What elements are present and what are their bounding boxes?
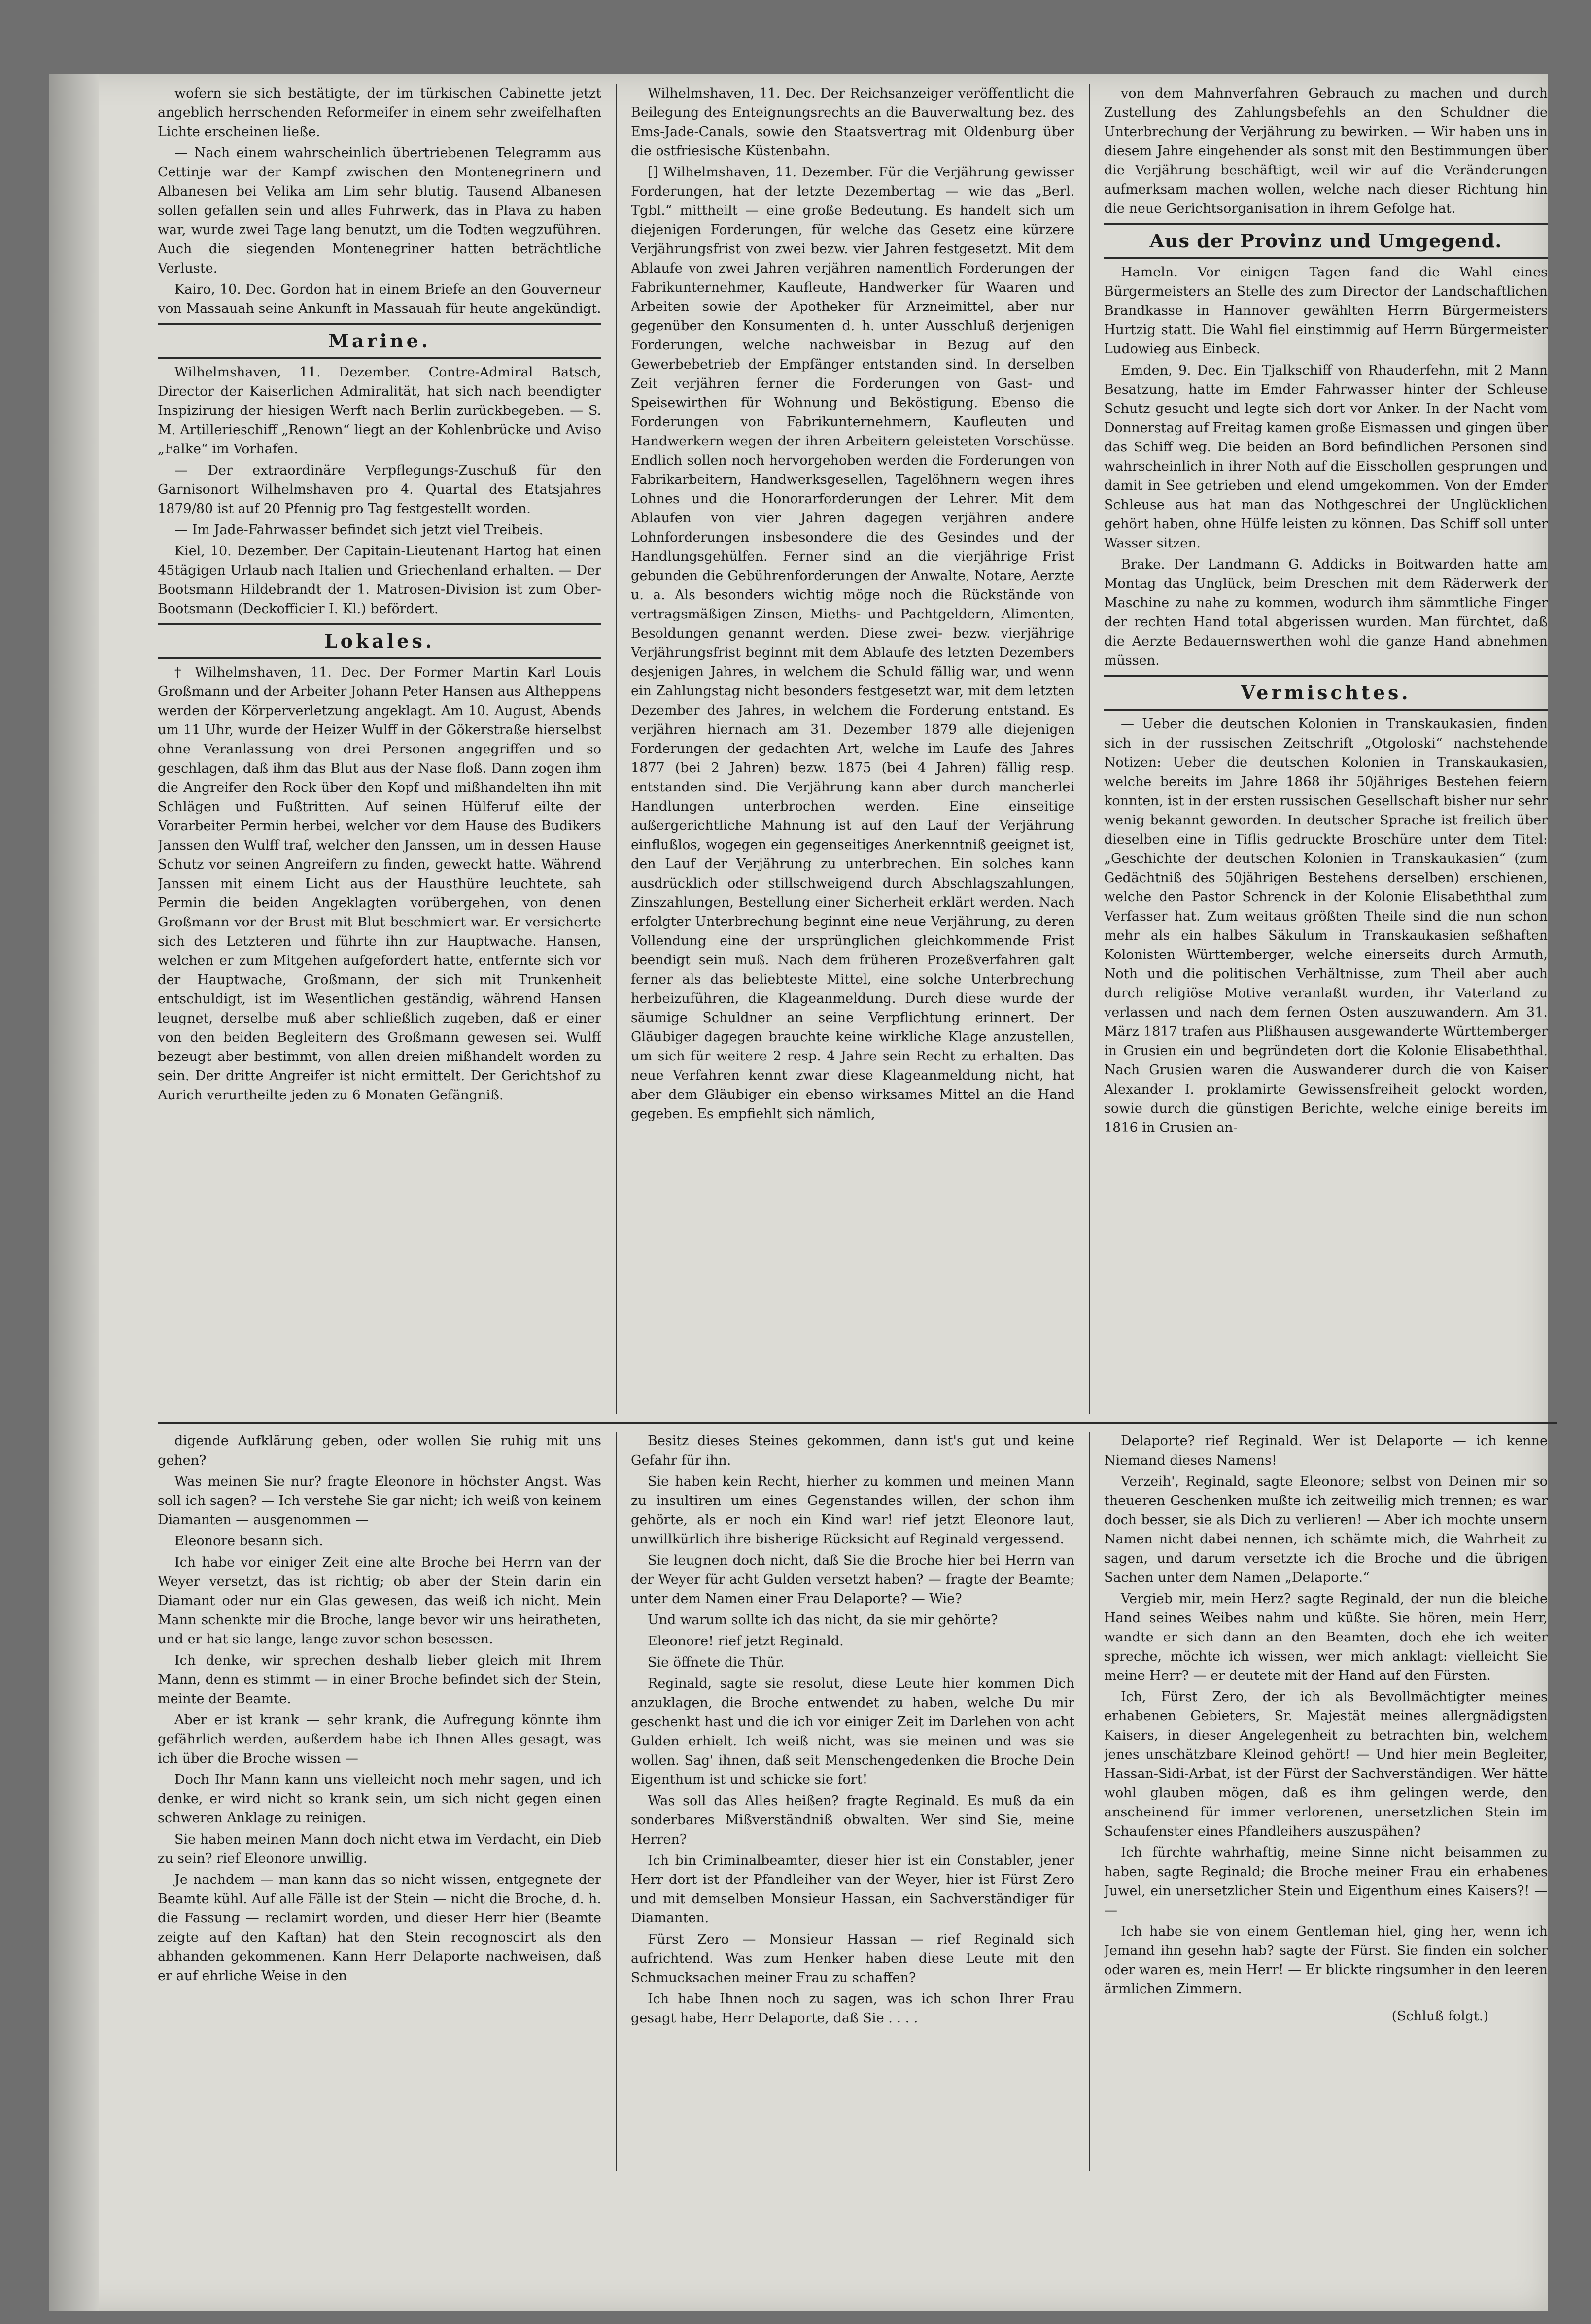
article-paragraph: Wilhelmshaven, 11. Dec. Der Reichsanzeiger veröffentlicht die Beilegung des Enteignungsrechts an die Bauverwaltung bez. des Ems-Jade-Canals, sowie den Staatsvertrag mit Oldenburg über die ostfriesische Küstenbahn.: [631, 86, 1074, 159]
article-paragraph: Kiel, 10. Dezember. Der Capitain-Lieutenant Hartog hat einen 45tägigen Urlaub nach Italien und Griechenland erhalten. — Der Bootsmann Hildebrandt der 1. Matrosen-Division ist zum Ober-Bootsmann (Deckofficier I. Kl.) befördert.: [158, 544, 601, 616]
feuilleton-column-1: [158, 1432, 601, 2171]
article-paragraph: Brake. Der Landmann G. Addicks in Boitwarden hatte am Montag das Unglück, beim Dreschen mit dem Räderwerk der Maschine zu nahe zu kommen, wodurch ihm sämmtliche Finger der rechten Hand total abgerissen wurden. Man fürchtet, daß die Aerzte Bedauernswerthen wohl die ganze Hand abnehmen müssen.: [1104, 557, 1548, 668]
article-paragraph: Emden, 9. Dec. Ein Tjalkschiff von Rhauderfehn, mit 2 Mann Besatzung, hatte im Emder Fahrwasser hinter der Schleuse Schutz gesucht und legte sich dort vor Anker. In der Nacht vom Donnerstag auf Freitag kamen große Eismassen und gingen über das Schiff weg. Die beiden an Bord befindlichen Personen sind wahrscheinlich in ihrer Noth auf die Eisschollen gesprungen und damit in See getrieben und elend umgekommen. Von der Emder Schleuse aus hat man das Nothgeschrei der Unglücklichen gehört haben, ohne Hülfe leisten zu können. Das Schiff soll unter Wasser sitzen.: [1104, 363, 1548, 551]
story-paragraph: Ich bin Criminalbeamter, dieser hier ist ein Constabler, jener Herr dort ist der Pfandleiher van der Weyer, hier ist Fürst Zero und mit demselben Monsieur Hassan, ein Sachverständiger für Diamanten.: [631, 1853, 1074, 1926]
section-heading-lokales: Lokales.: [158, 623, 601, 659]
article-paragraph: — Der extraordinäre Verpflegungs-Zuschuß für den Garnisonort Wilhelmshaven pro 4. Quartal des Etatsjahres 1879/80 ist auf 20 Pfennig pro Tag festgestellt worden.: [158, 463, 601, 516]
article-paragraph: Hameln. Vor einigen Tagen fand die Wahl eines Bürgermeisters an Stelle des zum Director der Landschaftlichen Brandkasse in Hannover gewählten Herrn Bürgermeisters Hurtzig statt. Die Wahl fiel einstimmig auf Herrn Bürgermeister Ludowieg aus Einbeck.: [1104, 265, 1548, 357]
story-paragraph: Sie öffnete die Thür.: [648, 1655, 785, 1670]
news-column-3: [1104, 84, 1548, 1414]
article-paragraph: — Ueber die deutschen Kolonien in Transkaukasien, finden sich in der russischen Zeitschrift „Otgoloski“ nachstehende Notizen: Ueber die deutschen Kolonien in Transkaukasien, welche bereits im Jahre 1868 ihr 50jähriges Bestehen feiern konnten, ist in der ersten russischen Gesellschaft bisher nur sehr wenig bekannt geworden. In deutscher Sprache ist freilich über dieselben eine in Tiflis gedruckte Broschüre unter dem Titel: „Geschichte der deutschen Kolonien in Transkaukasien“ (zum Gedächtniß des 50jährigen Bestehens derselben) erschienen, welche den Pastor Schrenck in der Kolonie Elisabeththal zum Verfasser hat. Zum weitaus größten Theile sind die nun schon mehr als ein halbes Säkulum in Transkaukasien seßhaften Kolonisten Württemberger, welche einerseits durch Armuth, Noth und die politischen Verhältnisse, zum Theil aber auch durch religiöse Motive veranlaßt wurden, ihr Vaterland zu verlassen und nach dem fernen Osten auszuwandern. Am 31. März 1817 trafen aus Plißhausen ausgewanderte Württemberger in Grusien ein und begründeten dort die Kolonie Elisabeththal. Nach Grusien waren die Auswanderer durch die von Kaiser Alexander I. proklamirte Gewissensfreiheit gelockt worden, sowie durch die günstigen Berichte, welche einige bereits im 1816 in Grusien an-: [1104, 717, 1548, 1135]
section-heading-provinz: Aus der Provinz und Umgegend.: [1104, 223, 1548, 259]
story-paragraph: Sie leugnen doch nicht, daß Sie die Broche hier bei Herrn van der Weyer für acht Gulden versetzt haben? — fragte der Beamte; unter dem Namen einer Frau Delaporte? — Wie?: [631, 1553, 1074, 1606]
column-rule: [1089, 1432, 1090, 2171]
news-column-2: [631, 84, 1074, 1414]
story-paragraph: Reginald, sagte sie resolut, diese Leute hier kommen Dich anzuklagen, die Broche entwendet zu haben, welche Du mir geschenkt hast und die ich vor einiger Zeit im Darlehen von acht Gulden erhielt. Ich weiß nicht, was sie meinen und was sie wollen. Sag' ihnen, daß seit Menschengedenken die Broche Dein Eigenthum ist und schicke sie fort!: [631, 1676, 1074, 1787]
article-paragraph: von dem Mahnverfahren Gebrauch zu machen und durch Zustellung des Zahlungsbefehls an den Schuldner die Unterbrechung der Verjährung zu bewirken. — Wir haben uns in diesem Jahre eingehender als sonst mit den Bestimmungen über die Verjährung beschäftigt, weil wir auf die Veränderungen aufmerksam machen wollen, welche nach dieser Richtung hin die neue Gerichtsorganisation in ihrem Gefolge hat.: [1104, 86, 1548, 216]
feuilleton-column-2: [631, 1432, 1074, 2171]
column-rule: [1089, 84, 1090, 1414]
story-paragraph: Ich fürchte wahrhaftig, meine Sinne nicht beisammen zu haben, sagte Reginald; die Broche meiner Frau ein erhabenes Juwel, ein unersetzlicher Stein und Eigenthum eines Kaisers?! — —: [1104, 1845, 1548, 1918]
story-paragraph: Sie haben meinen Mann doch nicht etwa im Verdacht, ein Dieb zu sein? rief Eleonore unwillig.: [158, 1832, 601, 1866]
story-paragraph: Ich habe sie von einem Gentleman hiel, ging her, wenn ich Jemand ihn gesehn hab? sagte der Fürst. Sie finden ein solcher oder waren es, mein Herr! — Er blickte ringsumher in den leeren ärmlichen Zimmern.: [1104, 1924, 1548, 1997]
article-paragraph: — Nach einem wahrscheinlich übertriebenen Telegramm aus Cettinje war der Kampf zwischen den Montenegrinern und Albanesen bei Velika am Lim sehr blutig. Tausend Albanesen sollen gefallen sein und alles Fuhrwerk, das in Plava zu haben war, wurde zwei Tage lang benutzt, um die Todten wegzuführen. Auch die siegenden Montenegriner hatten beträchtliche Verluste.: [158, 145, 601, 276]
story-paragraph: Eleonore! rief jetzt Reginald.: [648, 1634, 844, 1649]
story-paragraph: Und warum sollte ich das nicht, da sie mir gehörte?: [648, 1612, 998, 1628]
article-paragraph: Wilhelmshaven, 11. Dezember. Contre-Admiral Batsch, Director der Kaiserlichen Admiralität, hat sich nach beendigter Inspizirung der hiesigen Werft nach Berlin zurückbegeben. — S. M. Artillerieschiff „Renown“ liegt an der Kohlenbrücke und Aviso „Falke“ im Vorhafen.: [158, 365, 601, 457]
story-paragraph: Verzeih', Reginald, sagte Eleonore; selbst von Deinen mir so theueren Geschenken mußte ich zeitweilig mich trennen; es war doch besser, sie als Dich zu verlieren! — Aber ich mochte unsern Namen nicht dabei nennen, ich schämte mich, die Wahrheit zu sagen, und darum versetzte ich die Broche und die übrigen Sachen unter dem Namen „Delaporte.“: [1104, 1474, 1548, 1585]
story-paragraph: Eleonore besann sich.: [174, 1534, 323, 1549]
article-paragraph: [] Wilhelmshaven, 11. Dezember. Für die Verjährung gewisser Forderungen, hat der letzte Dezembertag — wie das „Berl. Tgbl.“ mittheilt — eine große Bedeutung. Es handelt sich um diejenigen Forderungen, für welche das Gesetz eine kürzere Verjährungsfrist von zwei bezw. vier Jahren festgesetzt. Mit dem Ablaufe von zwei Jahren verjähren namentlich Forderungen der Fabrikunternehmer, Kaufleute, Handwerker für Waaren und Arbeiten sowie der Apotheker für Arzneimittel, aber nur gegenüber den Konsumenten d. h. unter Ausschluß derjenigen Forderungen, welche nachweisbar in Bezug auf den Gewerbebetrieb der Empfänger entstanden sind. In derselben Zeit verjähren ferner die Forderungen von Gast- und Speisewirthen für Wohnung und Beköstigung. Ebenso die Forderungen von Fabrikunternehmern, Kaufleuten und Handwerkern wegen der ihren Arbeitern geleisteten Vorschüsse. Endlich sollen noch hervorgehoben werden die Forderungen von Fabrikarbeitern, Handwerksgesellen, Tagelöhnern wegen ihres Lohnes und die Honorarforderungen der Lehrer. Mit dem Ablaufen von vier Jahren dagegen verjähren andere Lohnforderungen insbesondere die des Gesindes und der Handlungsgehülfen. Ferner sind an die vierjährige Frist gebunden die Gebührenforderungen der Anwalte, Notare, Aerzte u. a. Als besonders wichtig möge noch die Rückstände von vertragsmäßigen Zinsen, Mieths- und Pachtgeldern, Alimenten, Besoldungen genannt werden. Diese zwei- bezw. vierjährige Verjährungsfrist beginnt mit dem Ablaufe des letzten Dezembers desjenigen Jahres, in welchem die Schuld fällig war, und wenn ein Zahlungstag nicht besonders festgesetzt war, mit dem letzten Dezember des Jahres, in welchem die Forderung entstand. Es verjähren hiernach am 31. Dezember 1879 alle diejenigen Forderungen der gedachten Art, welche im Laufe des Jahres 1877 (bei 2 Jahren) bezw. 1875 (bei 4 Jahren) fällig resp. entstanden sind. Die Verjährung kann aber durch mancherlei Handlungen unterbrochen werden. Eine einseitige außergerichtliche Mahnung ist auf den Lauf der Verjährung einflußlos, wogegen ein gegenseitiges Anerkenntniß geeignet ist, den Lauf der Verjährung zu unterbrechen. Ein solches kann ausdrücklich oder stillschweigend durch Abschlagszahlungen, Zinszahlungen, Bestellung einer Sicherheit erklärt werden. Nach erfolgter Unterbrechung beginnt eine neue Verjährung, zu deren Vollendung eine der ursprünglichen gleichkommende Frist beendigt sein muß. Nach dem früheren Prozeßverfahren galt ferner als das beliebteste Mittel, eine solche Unterbrechung herbeizuführen, die Klageanmeldung. Durch diese wurde der säumige Schuldner an seine Verpflichtung erinnert. Der Gläubiger dagegen brauchte keine wirkliche Klage anzustellen, um sich für weitere 2 resp. 4 Jahre sein Recht zu erhalten. Das neue Verfahren kennt zwar diese Klageanmeldung nicht, hat aber dem Gläubiger ein ebenso wirksames Mittel an die Hand gegeben. Es empfiehlt sich nämlich,: [631, 165, 1074, 1122]
story-paragraph: Besitz dieses Steines gekommen, dann ist's gut und keine Gefahr für ihn.: [631, 1434, 1074, 1468]
story-paragraph: Ich denke, wir sprechen deshalb lieber gleich mit Ihrem Mann, denn es stimmt — in einer Broche befindet sich der Stein, meinte der Beamte.: [158, 1653, 601, 1707]
column-rule: [616, 84, 617, 1414]
article-paragraph: — Im Jade-Fahrwasser befindet sich jetzt viel Treibeis.: [174, 522, 544, 538]
section-heading-vermischtes: Vermischtes.: [1104, 675, 1548, 711]
page-binding-edge: [49, 74, 99, 2311]
story-paragraph: Vergieb mir, mein Herz? sagte Reginald, der nun die bleiche Hand seines Weibes nahm und küßte. Sie hören, mein Herr, wandte er sich dann an den Beamten, doch ehe ich weiter spreche, möchte ich wissen, wer mich anklagt: vielleicht Sie meine Herr? — er deutete mit der Hand auf den Fürsten.: [1104, 1591, 1548, 1683]
top-news-section: [158, 84, 1557, 1414]
column-rule: [616, 1432, 617, 2171]
story-paragraph: Was soll das Alles heißen? fragte Reginald. Es muß da ein sonderbares Mißverständniß obwalten. Wer sind Sie, meine Herren?: [631, 1793, 1074, 1847]
story-paragraph: Sie haben kein Recht, hierher zu kommen und meinen Mann zu insultiren um eines Gegenstandes willen, der schon ihm gehörte, als er noch ein Kind war! rief jetzt Eleonore laut, unwillkürlich ihre bisherige Rücksicht auf Reginald vergessend.: [631, 1474, 1074, 1547]
continuation-note: (Schluß folgt.): [1391, 2009, 1488, 2024]
story-paragraph: digende Aufklärung geben, oder wollen Sie ruhig mit uns gehen?: [158, 1434, 601, 1468]
article-paragraph: Kairo, 10. Dec. Gordon hat in einem Briefe an den Gouverneur von Massauah seine Ankunft in Massauah für heute angekündigt.: [158, 282, 601, 316]
feuilleton-section: [158, 1432, 1557, 2171]
feuilleton-column-3: [1104, 1432, 1548, 2171]
feuilleton-divider: [158, 1422, 1557, 1424]
story-paragraph: Doch Ihr Mann kann uns vielleicht noch mehr sagen, und ich denke, er wird nicht so krank sein, um sich nicht gegen einen schweren Anklage zu reinigen.: [158, 1772, 601, 1826]
story-paragraph: Aber er ist krank — sehr krank, die Aufregung könnte ihm gefährlich werden, außerdem habe ich Ihnen Alles gesagt, was ich über die Broche wissen —: [158, 1712, 601, 1766]
story-paragraph: Je nachdem — man kann das so nicht wissen, entgegnete der Beamte kühl. Auf alle Fälle ist der Stein — nicht die Broche, d. h. die Fassung — reclamirt worden, und dieser Herr hier (Beamte zeigte auf den Kaftan) hat den Stein recognoscirt als den abhanden gekommenen. Kann Herr Delaporte nachweisen, daß er auf ehrliche Weise in den: [158, 1872, 601, 1983]
article-paragraph: wofern sie sich bestätigte, der im türkischen Cabinette jetzt angeblich herrschenden Reformeifer in einem sehr zweifelhaften Lichte erscheinen ließe.: [158, 86, 601, 139]
story-paragraph: Fürst Zero — Monsieur Hassan — rief Reginald sich aufrichtend. Was zum Henker haben diese Leute mit den Schmucksachen meiner Frau zu schaffen?: [631, 1932, 1074, 1985]
story-paragraph: Ich habe vor einiger Zeit eine alte Broche bei Herrn van der Weyer versetzt, das ist richtig; ob aber der Stein darin ein Diamant oder nur ein Glas gewesen, das weiß ich nicht. Mein Mann schenkte mir die Broche, lange bevor wir uns heiratheten, und er hat sie lange, lange zuvor schon besessen.: [158, 1555, 601, 1647]
story-paragraph: Ich habe Ihnen noch zu sagen, was ich schon Ihrer Frau gesagt habe, Herr Delaporte, daß Sie . . . .: [631, 1991, 1074, 2026]
story-paragraph: Was meinen Sie nur? fragte Eleonore in höchster Angst. Was soll ich sagen? — Ich verstehe Sie gar nicht; ich weiß von keinem Diamanten — ausgenommen —: [158, 1474, 601, 1528]
article-paragraph: † Wilhelmshaven, 11. Dec. Der Former Martin Karl Louis Großmann und der Arbeiter Johann Peter Hansen aus Altheppens werden der Körperverletzung angeklagt. Am 10. August, Abends um 11 Uhr, wurde der Heizer Wulff in der Gökerstraße hierselbst ohne Veranlassung von drei Personen angegriffen und so geschlagen, daß ihm das Blut aus der Nase floß. Dann zogen ihm die Angreifer den Rock über den Kopf und mißhandelten ihn mit Schlägen und Fußtritten. Auf seinen Hülferuf eilte der Vorarbeiter Permin herbei, welcher vor dem Hause des Budikers Janssen den Wulff traf, welcher den Janssen, um in dessen Hause Schutz vor seinen Angreifern zu finden, geweckt hatte. Während Janssen mit einem Licht aus der Hausthüre leuchtete, sah Permin die beiden Angeklagten vorübergehen, von denen Großmann vor der Brust mit Blut beschmiert war. Er versicherte sich des Letzteren und führte ihn zur Hauptwache. Hansen, welchen er zum Mitgehen aufgefordert hatte, entfernte sich vor der Hauptwache, Großmann, der sich mit Trunkenheit entschuldigt, ist im Wesentlichen geständig, während Hansen leugnet, derselbe muß aber schließlich zugeben, daß er einer von den beiden Begleitern des Großmann gewesen sei. Wulff bezeugt aber bestimmt, von allen dreien mißhandelt worden zu sein. Der dritte Angreifer ist nicht ermittelt. Der Gerichtshof zu Aurich verurtheilte jeden zu 6 Monaten Gefängniß.: [158, 665, 601, 1103]
news-column-1: [158, 84, 601, 1414]
section-heading-marine: Marine.: [158, 323, 601, 359]
story-paragraph: Delaporte? rief Reginald. Wer ist Delaporte — ich kenne Niemand dieses Namens!: [1104, 1434, 1548, 1468]
story-paragraph: Ich, Fürst Zero, der ich als Bevollmächtigter meines erhabenen Gebieters, Sr. Majestät meines allergnädigsten Kaisers, in dieser Angelegenheit zu betrachten bin, welchem jenes unschätzbare Kleinod gehört! — Und hier mein Begleiter, Hassan-Sidi-Arbat, ist der Fürst der Sachverständigen. Wer hätte wohl glauben mögen, daß es ihm gelingen werde, den anscheinend für immer verlorenen, unersetzlichen Stein im Schaufenster eines Pfandleihers auszuspähen?: [1104, 1689, 1548, 1839]
